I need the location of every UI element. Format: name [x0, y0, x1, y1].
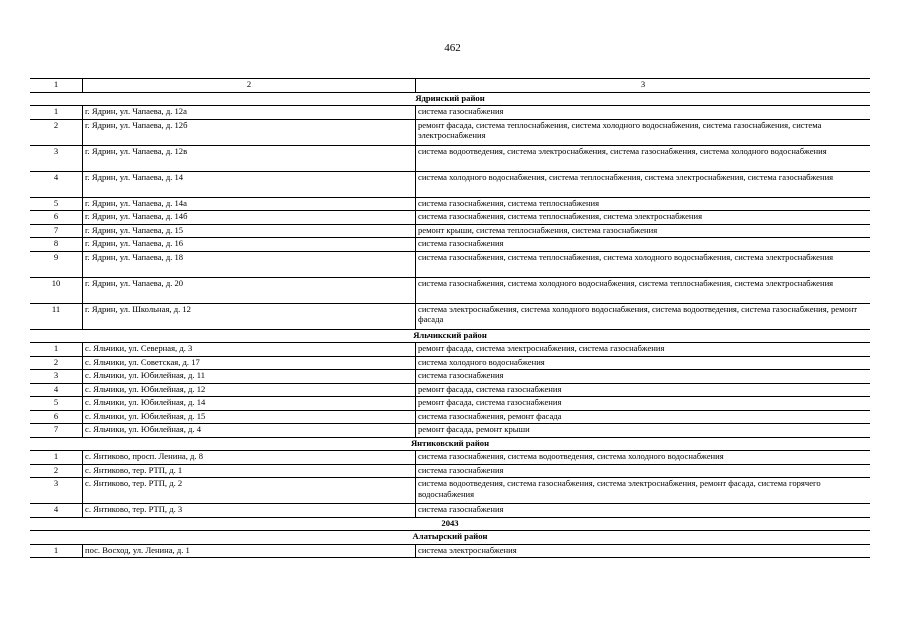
table-row — [30, 343, 870, 357]
row-works: система водоотведения, система электроснабжения, система газоснабжения, система холодного водоснабжения — [416, 145, 871, 171]
row-works: система холодного водоснабжения — [416, 356, 871, 370]
row-number: 1 — [30, 106, 83, 120]
table-row — [30, 277, 870, 303]
table-row — [30, 171, 870, 197]
row-works: система газоснабжения — [416, 106, 871, 120]
row-number: 4 — [30, 504, 83, 518]
row-works: система газоснабжения — [416, 464, 871, 478]
row-address: г. Ядрин, ул. Чапаева, д. 18 — [83, 251, 416, 277]
row-works: система газоснабжения — [416, 504, 871, 518]
section-title: Янтиковский район — [30, 437, 870, 451]
row-address: с. Янтиково, тер. РТП, д. 2 — [83, 478, 416, 504]
row-works: ремонт фасада, система электроснабжения, система газоснабжения — [416, 343, 871, 357]
table-row — [30, 197, 870, 211]
row-number: 1 — [30, 544, 83, 558]
table-row — [30, 145, 870, 171]
row-works: система газоснабжения, система водоотведения, система холодного водоснабжения — [416, 451, 871, 465]
section-title: Ядринский район — [30, 92, 870, 106]
row-works: система водоотведения, система газоснабжения, система электроснабжения, ремонт фасада, система горячего водоснабжения — [416, 478, 871, 504]
table-row — [30, 356, 870, 370]
row-works: система газоснабжения — [416, 370, 871, 384]
section-header-row — [30, 92, 870, 106]
table-row — [30, 397, 870, 411]
row-number: 7 — [30, 424, 83, 438]
row-number: 1 — [30, 343, 83, 357]
row-works: ремонт крыши, система теплоснабжения, система газоснабжения — [416, 224, 871, 238]
table-row — [30, 119, 870, 145]
row-number: 5 — [30, 197, 83, 211]
row-number: 3 — [30, 145, 83, 171]
row-address: с. Яльчики, ул. Советская, д. 17 — [83, 356, 416, 370]
table-row — [30, 464, 870, 478]
section-title: Яльчикский район — [30, 329, 870, 343]
row-number: 9 — [30, 251, 83, 277]
section-header-row — [30, 517, 870, 531]
table-row — [30, 451, 870, 465]
section-header-row — [30, 329, 870, 343]
table-row — [30, 370, 870, 384]
row-works: ремонт фасада, ремонт крыши — [416, 424, 871, 438]
row-number: 10 — [30, 277, 83, 303]
table-row — [30, 224, 870, 238]
row-works: система газоснабжения, система теплоснабжения — [416, 197, 871, 211]
registry-table — [30, 78, 870, 558]
row-address: г. Ядрин, ул. Чапаева, д. 14б — [83, 211, 416, 225]
row-works: система газоснабжения, ремонт фасада — [416, 410, 871, 424]
section-header-row — [30, 531, 870, 545]
row-address: г. Ядрин, ул. Школьная, д. 12 — [83, 303, 416, 329]
row-address: с. Яльчики, ул. Юбилейная, д. 12 — [83, 383, 416, 397]
header-col-2: 2 — [83, 79, 416, 93]
row-number: 3 — [30, 478, 83, 504]
row-address: г. Ядрин, ул. Чапаева, д. 14а — [83, 197, 416, 211]
table-row — [30, 303, 870, 329]
row-address: г. Ядрин, ул. Чапаева, д. 12б — [83, 119, 416, 145]
table-row — [30, 211, 870, 225]
row-works: ремонт фасада, система газоснабжения — [416, 383, 871, 397]
section-title: 2043 — [30, 517, 870, 531]
row-number: 1 — [30, 451, 83, 465]
row-address: с. Янтиково, просп. Ленина, д. 8 — [83, 451, 416, 465]
row-works: ремонт фасада, система теплоснабжения, система холодного водоснабжения, система газоснабжения, система электроснабжения — [416, 119, 871, 145]
table-row — [30, 238, 870, 252]
row-works: система газоснабжения, система холодного водоснабжения, система теплоснабжения, система электроснабжения — [416, 277, 871, 303]
row-address: г. Ядрин, ул. Чапаева, д. 20 — [83, 277, 416, 303]
row-number: 4 — [30, 171, 83, 197]
table-row — [30, 478, 870, 504]
row-address: с. Яльчики, ул. Юбилейная, д. 14 — [83, 397, 416, 411]
row-address: с. Яльчики, ул. Юбилейная, д. 15 — [83, 410, 416, 424]
page-number: 462 — [444, 42, 461, 54]
header-col-1: 1 — [30, 79, 83, 93]
row-address: с. Яльчики, ул. Юбилейная, д. 11 — [83, 370, 416, 384]
row-number: 3 — [30, 370, 83, 384]
row-address: с. Янтиково, тер. РТП, д. 3 — [83, 504, 416, 518]
row-address: г. Ядрин, ул. Чапаева, д. 16 — [83, 238, 416, 252]
row-address: с. Яльчики, ул. Северная, д. 3 — [83, 343, 416, 357]
row-address: пос. Восход, ул. Ленина, д. 1 — [83, 544, 416, 558]
row-number: 7 — [30, 224, 83, 238]
table-header-row — [30, 79, 870, 93]
row-works: ремонт фасада, система газоснабжения — [416, 397, 871, 411]
row-number: 6 — [30, 410, 83, 424]
row-address: г. Ядрин, ул. Чапаева, д. 14 — [83, 171, 416, 197]
table-row — [30, 424, 870, 438]
row-number: 8 — [30, 238, 83, 252]
table-row — [30, 544, 870, 558]
row-number: 2 — [30, 119, 83, 145]
row-address: г. Ядрин, ул. Чапаева, д. 15 — [83, 224, 416, 238]
table-row — [30, 251, 870, 277]
registry-table-body — [30, 79, 870, 558]
row-number: 11 — [30, 303, 83, 329]
row-works: система газоснабжения, система теплоснабжения, система холодного водоснабжения, система электроснабжения — [416, 251, 871, 277]
row-address: г. Ядрин, ул. Чапаева, д. 12а — [83, 106, 416, 120]
section-header-row — [30, 437, 870, 451]
row-works: система электроснабжения — [416, 544, 871, 558]
table-row — [30, 410, 870, 424]
row-address: г. Ядрин, ул. Чапаева, д. 12в — [83, 145, 416, 171]
table-row — [30, 383, 870, 397]
header-col-3: 3 — [416, 79, 871, 93]
row-number: 5 — [30, 397, 83, 411]
row-works: система холодного водоснабжения, система теплоснабжения, система электроснабжения, система газоснабжения — [416, 171, 871, 197]
row-number: 2 — [30, 356, 83, 370]
row-number: 6 — [30, 211, 83, 225]
table-row — [30, 504, 870, 518]
table-row — [30, 106, 870, 120]
row-number: 2 — [30, 464, 83, 478]
row-number: 4 — [30, 383, 83, 397]
row-works: система газоснабжения, система теплоснабжения, система электроснабжения — [416, 211, 871, 225]
row-address: с. Янтиково, тер. РТП, д. 1 — [83, 464, 416, 478]
section-title: Алатырский район — [30, 531, 870, 545]
row-address: с. Яльчики, ул. Юбилейная, д. 4 — [83, 424, 416, 438]
row-works: система газоснабжения — [416, 238, 871, 252]
row-works: система электроснабжения, система холодного водоснабжения, система водоотведения, система газоснабжения, ремонт фасада — [416, 303, 871, 329]
